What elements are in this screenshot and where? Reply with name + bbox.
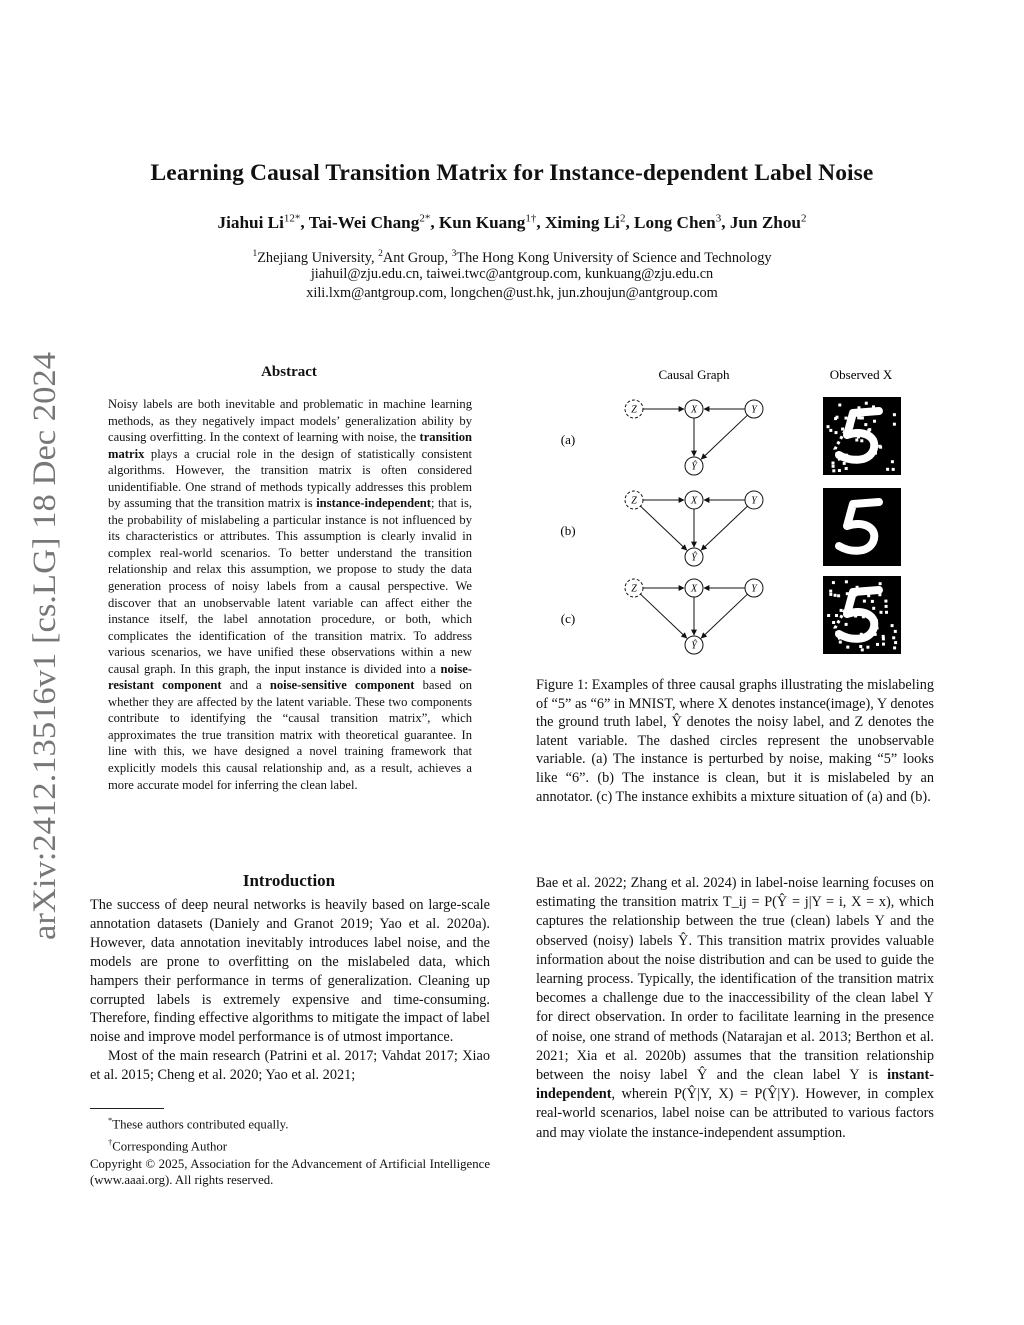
author-name: Ximing Li$^2$ <box>544 212 626 232</box>
affiliation-mark: 1 <box>252 249 258 259</box>
author-name: Long Chen$^3$ <box>634 212 722 232</box>
node-y-label: Y <box>751 404 757 416</box>
text-run: Bae et al. 2022; Zhang et al. 2024) in label-noise learning focuses on estimating the transition matrix T_ij = P(Ŷ = j|Y = i, X = x), which captures the relationship between the true (clean) labels Y and the observed (noisy) labels Ŷ. This transition matrix provides valuable information about the noise distribution and can be used to guide the learning process. Typically, the identification of the transition matrix becomes a challenge due to the inaccessibility of the clean label Y for direct observation. In order to facilitate learning in the presence of noise, one strand of methods (Natarajan et al. 2013; Berthon et al. 2021; Xia et al. 2020b) assumes that the transition relationship between the noisy label Ŷ and the clean label Y is <box>536 875 934 1084</box>
arxiv-id: arXiv:2412.13516v1 [cs.LG] 18 Dec 2024 <box>27 379 63 940</box>
footnote: *These authors contributed equally. <box>108 1115 289 1132</box>
paper-title: Learning Causal Transition Matrix for Instance-dependent Label Noise <box>150 160 874 186</box>
author-name: Jun Zhou$^2$ <box>729 212 807 232</box>
causal-edge <box>641 506 687 550</box>
figure-row-label: (a) <box>560 432 576 447</box>
author-affiliation-mark: 2* <box>419 212 431 224</box>
node-y-label: Y <box>751 583 757 595</box>
email-line: jiahuil@zju.edu.cn, taiwei.twc@antgroup.com, kunkuang@zju.edu.cn <box>310 266 714 282</box>
arxiv-stamp <box>10 350 68 940</box>
affiliation-name: Zhejiang University, <box>257 249 379 266</box>
bold-term: instant-independent <box>536 1067 934 1103</box>
footnote-rule <box>90 1108 164 1109</box>
bold-term: noise-sensitive component <box>269 678 415 693</box>
node-x-label: X <box>690 495 698 507</box>
node-yhat-label: Ŷ <box>691 461 697 473</box>
author-name: Jiahui $Li^{12*}$ <box>217 212 301 232</box>
observed-digit-image <box>823 576 901 654</box>
node-x-label: X <box>690 583 698 595</box>
text-run: Noisy labels are both inevitable and problematic in machine learning methods, as they negatively impact models’ generalization ability by causing overfitting. In the context of learning with noise, the <box>108 397 472 445</box>
author-affiliation-mark: 2 <box>619 212 626 224</box>
causal-edge <box>641 594 687 638</box>
author-affiliation-mark: 3 <box>715 212 722 224</box>
bold-term: noise-resistant component <box>108 661 472 693</box>
introduction-body <box>90 896 490 1085</box>
observed-digit-image <box>823 488 901 566</box>
figure-header-observed: Observed X <box>829 367 893 382</box>
affiliation-name: The Hong Kong University of Science and Technology <box>456 249 772 266</box>
author-affiliation-mark: 12* <box>283 212 301 224</box>
abstract-body <box>108 396 472 793</box>
causal-edge <box>701 506 747 550</box>
figure-1 <box>536 362 936 667</box>
node-y-label: Y <box>751 495 757 507</box>
observed-digit-image <box>823 397 901 475</box>
text-run: , wherein P(Ŷ|Y, X) = P(Ŷ|Y). However, in complex real-world scenarios, label noise can be attributed to various factors and may violate the instance-independent assumption. <box>536 1086 934 1141</box>
intro-paragraph: The success of deep neural networks is heavily based on large-scale annotation datasets (Daniely and Granot 2019; Yao et al. 2020a). However, data annotation inevitably introduces label noise, and the models are prone to overfitting on the mislabeled data, which hampers their performance in terms of generalization. Cleaning up corrupted labels is extremely expensive and time-consuming. Therefore, finding effective algorithms to mitigate the impact of label noise and improve model performance is of utmost importance. <box>90 897 490 1046</box>
email-line: xili.lxm@antgroup.com, longchen@ust.hk, jun.zhoujun@antgroup.com <box>306 284 718 301</box>
text-run: ; that is, the probability of mislabeling a particular instance is not influenced by its characteristics or attributes. This assumption is clearly invalid in complex real-world scenarios. To better understand the transition relationship and relax this assumption, we propose to study the data generation process of noisy labels from a causal perspective. We discover that an unobservable latent variable can affect either the instance itself, the label annotation procedure, or both, which complicates the identification of the transition matrix. To address various scenarios, we have unified these observations within a new causal graph. In this graph, the input instance is divided into a <box>108 496 472 676</box>
bold-term: transition matrix <box>108 430 472 461</box>
right-column-body <box>536 874 934 1143</box>
abstract-heading: Abstract <box>261 364 317 380</box>
node-yhat-label: Ŷ <box>691 552 697 564</box>
affiliation-mark: 3 <box>451 249 457 259</box>
causal-edge <box>701 594 747 638</box>
node-z-label: Z <box>631 404 637 416</box>
intro-paragraph: Most of the main research (Patrini et al. 2017; Vahdat 2017; Xiao et al. 2015; Cheng et al. 2020; Yao et al. 2021; <box>90 1048 490 1084</box>
text-run: based on whether they are affected by the latent variable. These two components contribute to identifying the “causal transition matrix”, which approximates the true transition matrix with theoretical guarantee. In line with this, we have designed a novel training framework that explicitly models this causal relationship and, as a result, achieves a more accurate model for inferring the clean label. <box>108 678 473 792</box>
footnotes <box>90 1112 490 1188</box>
footnote: †Corresponding Author <box>108 1136 228 1154</box>
figure-caption: Figure 1: Examples of three causal graphs illustrating the mislabeling of “5” as “6” in MNIST, where X denotes instance(image), Y denotes the ground truth label, Ŷ denotes the noisy label, and Z denotes the latent variable. The dashed circles represent the unobservable variable. (a) The instance is perturbed by noise, making “5” looks like “6”. (b) The instance is clean, but it is mislabeled by an annotator. (c) The instance exhibits a mixture situation of (a) and (b). <box>536 677 934 805</box>
introduction-heading: Introduction <box>242 871 336 890</box>
node-z-label: Z <box>631 495 637 507</box>
copyright-notice: Copyright © 2025, Association for the Advancement of Artificial Intelligence (www.aaai.org). All rights reserved. <box>90 1156 490 1187</box>
text-run: plays a crucial role in the design of statistically consistent algorithms. However, the transition matrix is often considered unidentifiable. One strand of methods typically addresses this problem by assuming that the transition matrix is <box>108 446 472 511</box>
affiliation-mark: 2 <box>378 249 383 259</box>
author-name: Kun Kuang$^{1\dagger}$ <box>438 212 537 232</box>
author-affiliation-mark: 2 <box>801 212 807 224</box>
causal-edge <box>701 415 747 459</box>
figure-row-label: (b) <box>560 523 576 538</box>
author-list: Jiahui $Li^{12*}$, Tai-Wei Chang$^{2*}$, Kun Kuang$^{1\dagger}$, Ximing Li$^2$, Long Chen$^3$, Jun Zhou$^2$ <box>217 212 807 232</box>
figure-header-graph: Causal Graph <box>658 367 730 382</box>
figure-row-label: (c) <box>560 611 576 626</box>
emails <box>0 265 1024 302</box>
author-name: Tai-Wei Chang$^{2*}$ <box>308 212 431 232</box>
bold-term: instance-independent <box>316 496 431 511</box>
affiliation-name: Ant Group, <box>382 249 452 266</box>
node-z-label: Z <box>631 583 637 595</box>
node-x-label: X <box>690 404 698 416</box>
node-yhat-label: Ŷ <box>691 640 697 652</box>
text-run: and a <box>221 678 270 693</box>
author-affiliation-mark: 1† <box>525 212 537 224</box>
